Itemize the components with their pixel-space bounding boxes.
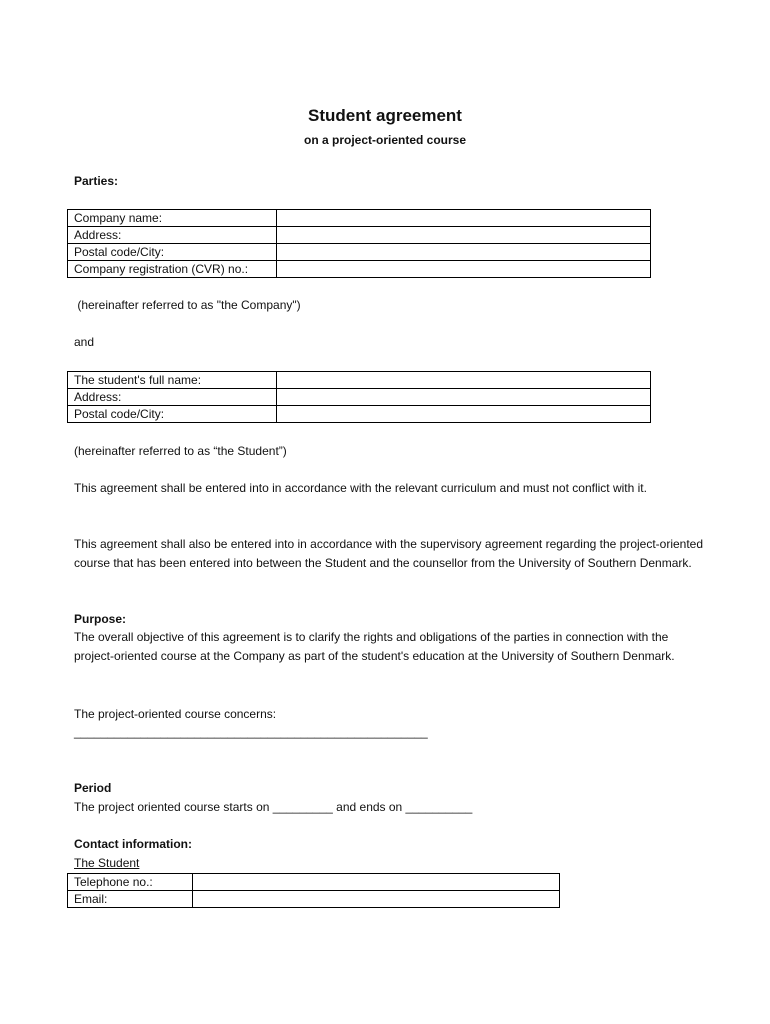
supervisory-paragraph: This agreement shall also be entered into in accordance with the supervisory agreement regarding the project-oriented course that has been entered into between the Student and the counsellor from the University of Southern Denmark. <box>74 537 704 570</box>
concerns-label: The project-oriented course concerns: <box>74 707 277 721</box>
table-row <box>68 261 651 278</box>
contact-student-subheading: The Student <box>74 856 140 870</box>
table-row <box>68 227 651 244</box>
concerns-blank-line[interactable]: _____________________________________________________ <box>74 725 428 739</box>
contact-table <box>67 873 560 908</box>
student-name-label: The student's full name: <box>68 372 277 389</box>
email-field[interactable] <box>193 891 560 908</box>
student-name-field[interactable] <box>277 372 651 389</box>
telephone-label: Telephone no.: <box>68 874 193 891</box>
table-row <box>68 389 651 406</box>
company-postal-field[interactable] <box>277 244 651 261</box>
purpose-heading: Purpose: <box>74 612 127 626</box>
student-postal-label: Postal code/City: <box>68 406 277 423</box>
company-reference-text: (hereinafter referred to as "the Company") <box>74 298 301 312</box>
table-row <box>68 406 651 423</box>
student-reference-text: (hereinafter referred to as “the Student”) <box>74 444 287 458</box>
table-row <box>68 891 560 908</box>
table-row <box>68 244 651 261</box>
email-label: Email: <box>68 891 193 908</box>
period-text: The project oriented course starts on _________ and ends on __________ <box>74 800 473 814</box>
company-postal-label: Postal code/City: <box>68 244 277 261</box>
company-address-field[interactable] <box>277 227 651 244</box>
curriculum-paragraph: This agreement shall be entered into in accordance with the relevant curriculum and must not conflict with it. <box>74 481 647 495</box>
document-title: Student agreement <box>308 106 462 125</box>
and-text: and <box>74 335 95 349</box>
student-postal-field[interactable] <box>277 406 651 423</box>
company-cvr-field[interactable] <box>277 261 651 278</box>
student-table <box>67 371 651 423</box>
company-name-label: Company name: <box>68 210 277 227</box>
purpose-text: The overall objective of this agreement is to clarify the rights and obligations of the parties in connection with the project-oriented course at the Company as part of the student's education at the University of Southern Denmark. <box>74 630 675 663</box>
company-cvr-label: Company registration (CVR) no.: <box>68 261 277 278</box>
student-address-field[interactable] <box>277 389 651 406</box>
period-heading: Period <box>74 781 112 795</box>
student-address-label: Address: <box>68 389 277 406</box>
company-name-field[interactable] <box>277 210 651 227</box>
table-row <box>68 210 651 227</box>
company-table <box>67 209 651 278</box>
contact-heading: Contact information: <box>74 837 192 851</box>
table-row <box>68 874 560 891</box>
document-subtitle: on a project-oriented course <box>303 133 467 147</box>
telephone-field[interactable] <box>193 874 560 891</box>
company-address-label: Address: <box>68 227 277 244</box>
table-row <box>68 372 651 389</box>
parties-heading: Parties: <box>74 174 119 188</box>
